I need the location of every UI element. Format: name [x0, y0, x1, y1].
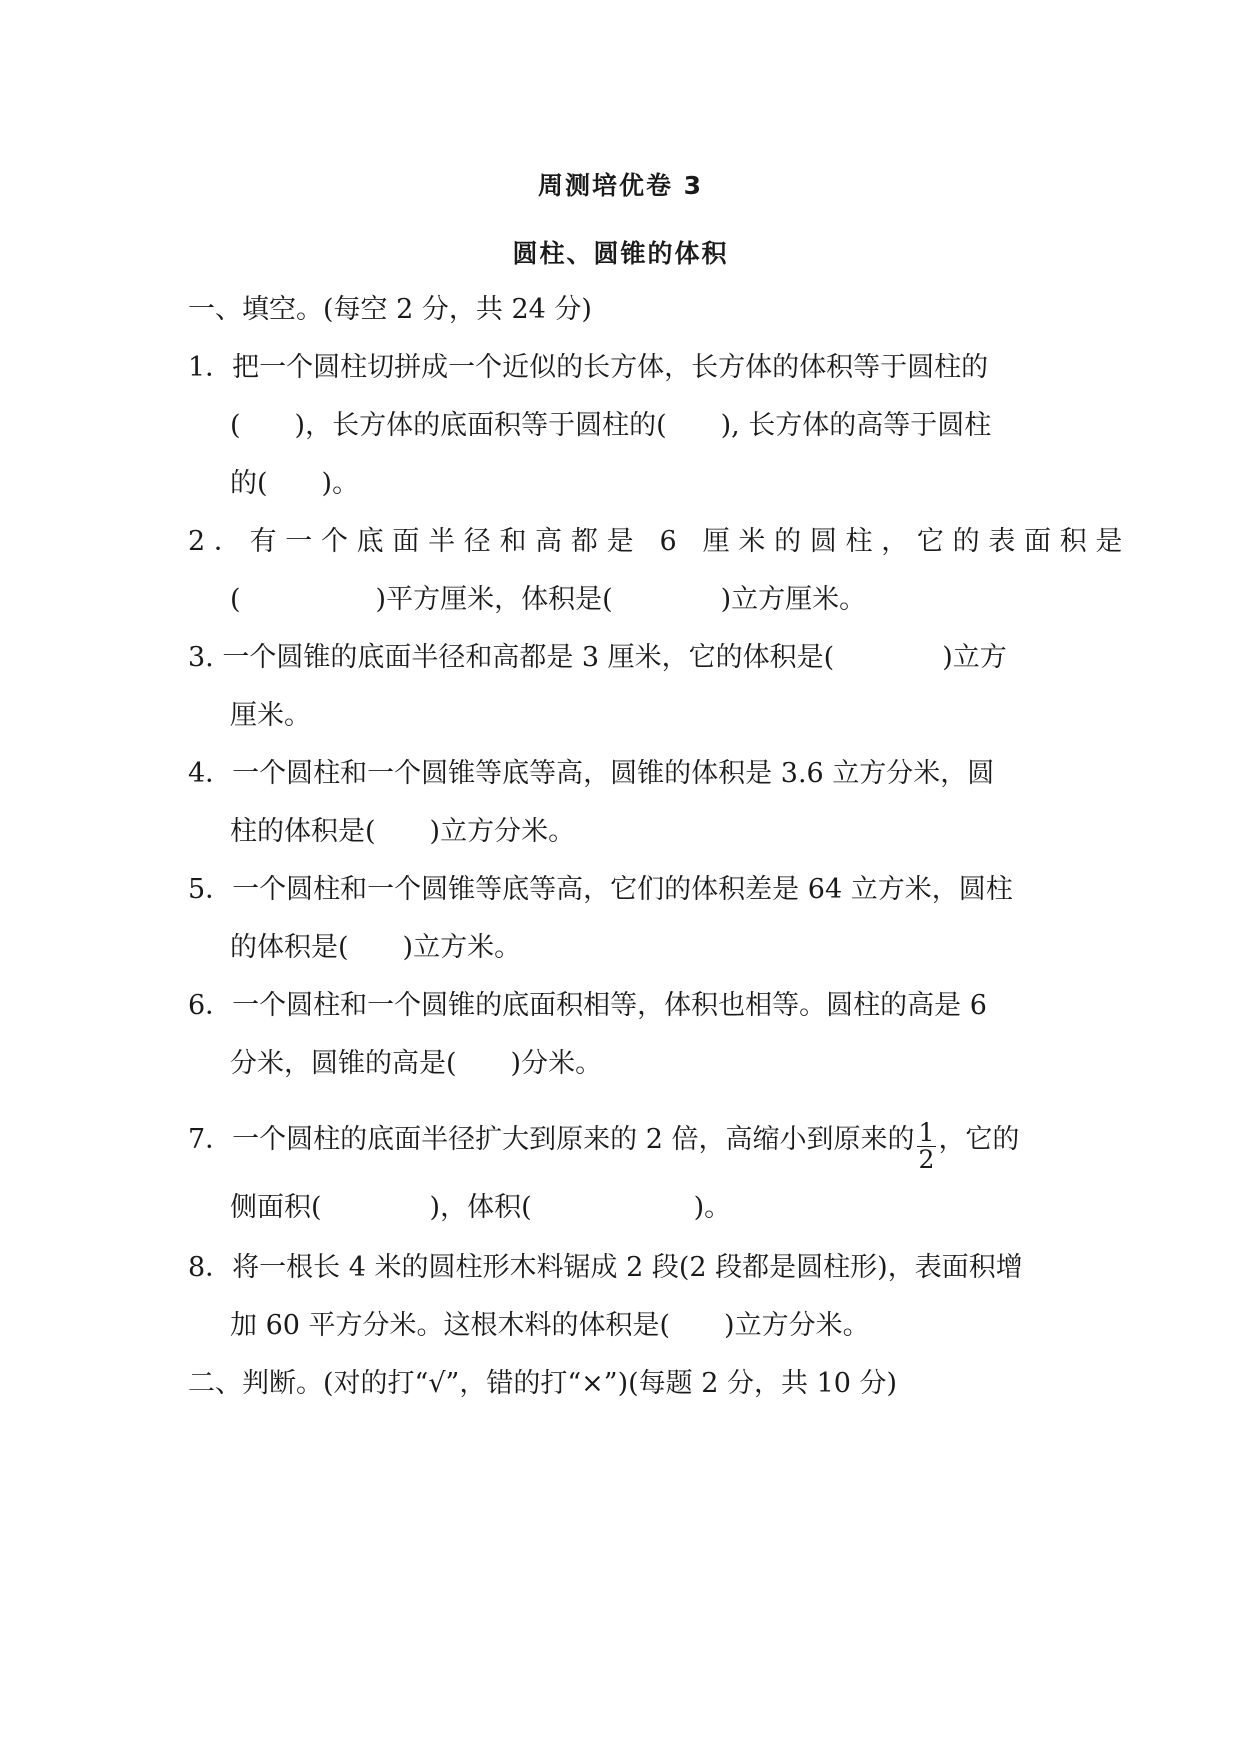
q7-line1-tail: ，它的: [938, 1124, 1020, 1155]
q6-line1: 6．一个圆柱和一个圆锥的底面积相等，体积也相等。圆柱的高是 6: [188, 990, 987, 1021]
page-subtitle: 圆柱、圆锥的体积: [512, 239, 729, 268]
q1-line1: 1．把一个圆柱切拼成一个近似的长方体，长方体的体积等于圆柱的: [188, 352, 989, 383]
q6-line2: 分米，圆锥的高是( )分米。: [230, 1048, 603, 1079]
page-title: 周测培优卷 3: [537, 171, 704, 200]
q4-line2: 柱的体积是( )立方分米。: [230, 816, 576, 847]
q7-line1: [188, 1114, 1020, 1174]
q3-line2: 厘米。: [230, 700, 311, 731]
q2-line2: ( )平方厘米，体积是( )立方厘米。: [230, 584, 867, 615]
q5-line2: 的体积是( )立方米。: [230, 932, 522, 963]
q7-line2: 侧面积( )，体积( )。: [230, 1192, 732, 1223]
q2-line1: 2．有一个底面半径和高都是 6 厘米的圆柱，它的表面积是: [188, 526, 1132, 557]
q1-line2: ( )，长方体的底面积等于圆柱的( ), 长方体的高等于圆柱: [230, 410, 992, 441]
fraction-denominator: 2: [918, 1145, 935, 1174]
q3-line1: 3. 一个圆锥的底面半径和高都是 3 厘米，它的体积是( )立方: [188, 642, 1007, 673]
fraction-numerator: 1: [918, 1118, 935, 1147]
q8-line2: 加 60 平方分米。这根木料的体积是( )立方分米。: [230, 1310, 870, 1341]
q8-line1: 8．将一根长 4 米的圆柱形木料锯成 2 段(2 段都是圆柱形)，表面积增: [188, 1252, 1023, 1283]
section2-heading: 二、判断。(对的打“√”，错的打“×”)(每题 2 分，共 10 分): [188, 1368, 898, 1399]
q1-line3: 的( )。: [230, 468, 360, 499]
q4-line1: 4．一个圆柱和一个圆锥等底等高，圆锥的体积是 3.6 立方分米，圆: [188, 758, 995, 789]
q5-line1: 5．一个圆柱和一个圆锥等底等高，它们的体积差是 64 立方米，圆柱: [188, 874, 1013, 905]
fraction-one-half: [917, 1120, 937, 1173]
section1-heading: 一、填空。(每空 2 分，共 24 分): [188, 294, 592, 325]
q7-line1-text: 7．一个圆柱的底面半径扩大到原来的 2 倍，高缩小到原来的: [188, 1124, 915, 1155]
